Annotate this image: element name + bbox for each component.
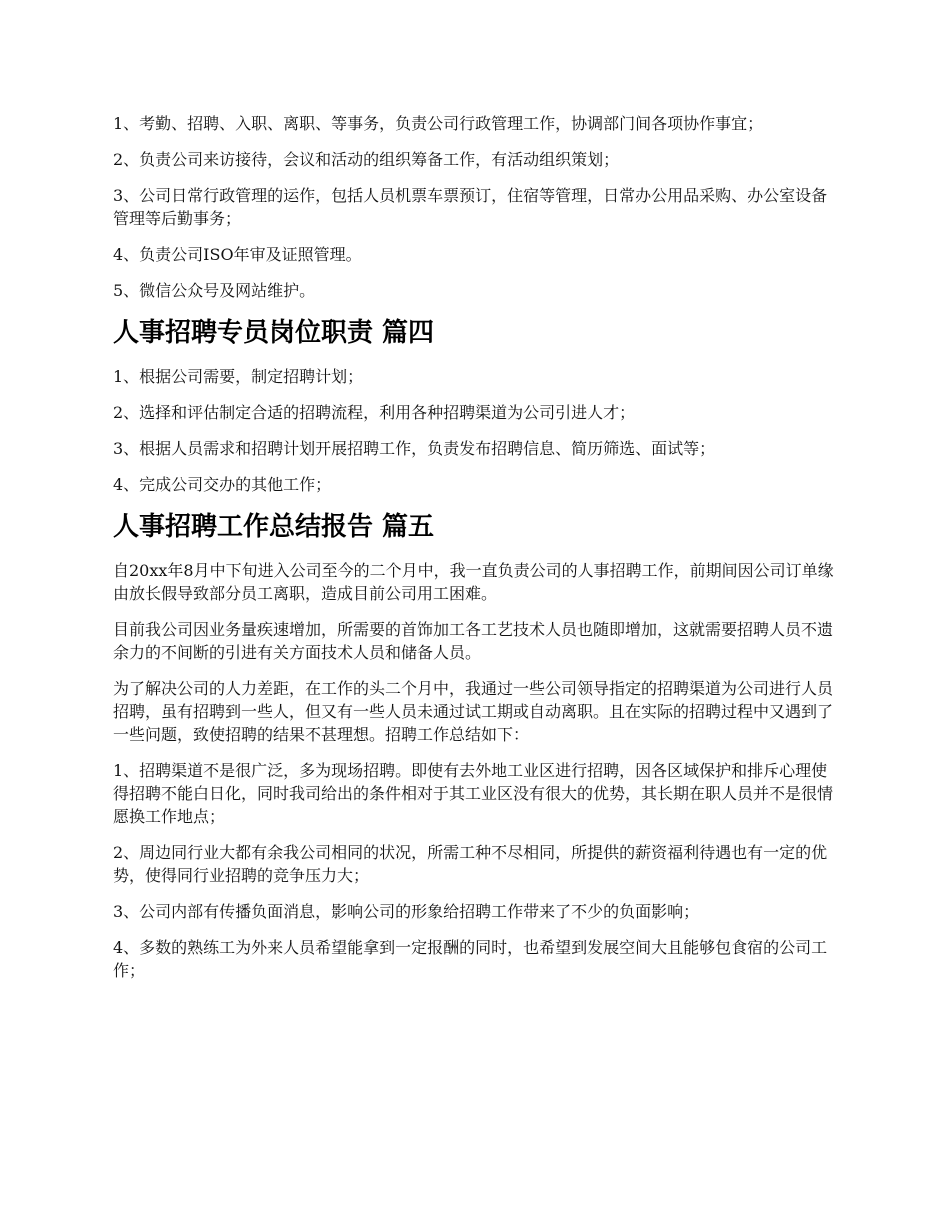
section-heading-5: 人事招聘工作总结报告 篇五 [113, 512, 435, 542]
report-paragraph: 自20xx年8月中下旬进入公司至今的二个月中，我一直负责公司的人事招聘工作，前期间因公司订单缘由放长假导致部分员工离职，造成目前公司用工困难。 [113, 561, 834, 603]
recruiter-duty-3: 3、根据人员需求和招聘计划开展招聘工作，负责发布招聘信息、简历筛选、面试等； [113, 439, 716, 458]
duty-item-1: 1、考勤、招聘、入职、离职、等事务，负责公司行政管理工作，协调部门间各项协作事宜； [113, 114, 764, 133]
recruiter-duty-4: 4、完成公司交办的其他工作； [113, 475, 332, 494]
document-page [113, 112, 838, 995]
report-paragraph: 4、多数的熟练工为外来人员希望能拿到一定报酬的同时，也希望到发展空间大且能够包食宿的公司工作； [113, 938, 828, 980]
report-paragraph: 目前我公司因业务量疾速增加，所需要的首饰加工各工艺技术人员也随即增加，这就需要招聘人员不遗余力的不间断的引进有关方面技术人员和储备人员。 [113, 620, 834, 662]
report-paragraph: 3、公司内部有传播负面消息，影响公司的形象给招聘工作带来了不少的负面影响； [113, 902, 700, 921]
recruiter-duty-1: 1、根据公司需要，制定招聘计划； [113, 367, 364, 386]
recruiter-duty-2: 2、选择和评估制定合适的招聘流程，利用各种招聘渠道为公司引进人才； [113, 403, 636, 422]
duty-item-5: 5、微信公众号及网站维护。 [113, 281, 316, 300]
section-heading-4: 人事招聘专员岗位职责 篇四 [113, 318, 435, 348]
duty-item-3: 3、公司日常行政管理的运作，包括人员机票车票预订，住宿等管理，日常办公用品采购、办公室设备管理等后勤事务； [113, 186, 828, 228]
duty-item-2: 2、负责公司来访接待，会议和活动的组织筹备工作，有活动组织策划； [113, 150, 620, 169]
report-paragraph: 1、招聘渠道不是很广泛，多为现场招聘。即使有去外地工业区进行招聘，因各区域保护和排斥心理使得招聘不能白日化，同时我司给出的条件相对于其工业区没有很大的优势，其长期在职人员并不是很情愿换工作地点； [113, 761, 834, 826]
duty-item-4: 4、负责公司ISO年审及证照管理。 [113, 245, 362, 264]
report-paragraph: 为了解决公司的人力差距，在工作的头二个月中，我通过一些公司领导指定的招聘渠道为公司进行人员招聘，虽有招聘到一些人，但又有一些人员未通过试工期或自动离职。且在实际的招聘过程中又遇到了一些问题，致使招聘的结果不甚理想。招聘工作总结如下： [113, 679, 834, 744]
report-paragraph: 2、周边同行业大都有余我公司相同的状况，所需工种不尽相同，所提供的薪资福利待遇也有一定的优势，使得同行业招聘的竞争压力大； [113, 843, 828, 885]
